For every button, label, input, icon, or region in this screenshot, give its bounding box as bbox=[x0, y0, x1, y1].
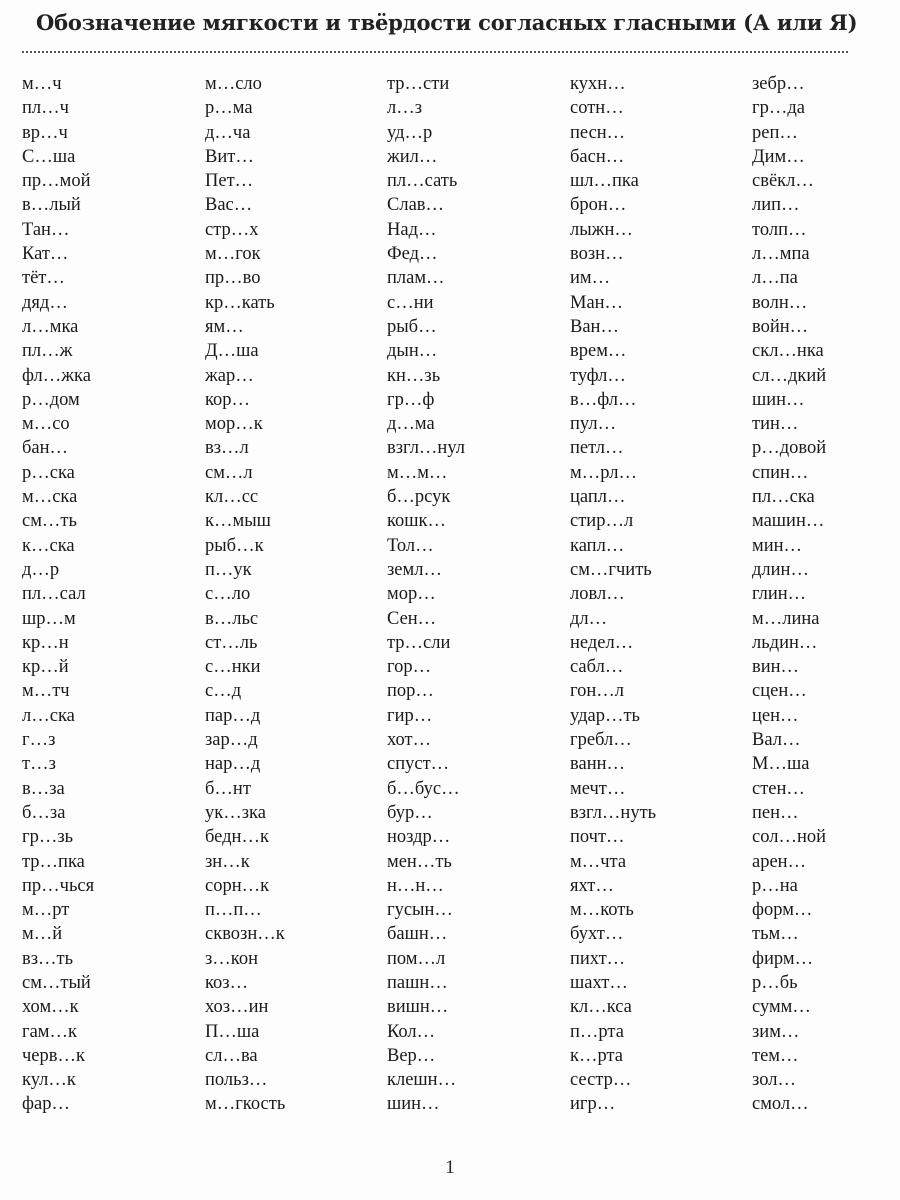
word-item: гам…к bbox=[22, 1021, 77, 1042]
word-item: коз… bbox=[205, 972, 249, 993]
word-item: недел… bbox=[570, 632, 634, 653]
word-item: кошк… bbox=[387, 511, 447, 532]
word-item: м…рт bbox=[22, 900, 70, 921]
word-item: длин… bbox=[752, 559, 809, 580]
word-item: тьм… bbox=[752, 924, 799, 945]
word-item: б…нт bbox=[205, 778, 251, 799]
word-item: д…ма bbox=[387, 414, 435, 435]
word-item: форм… bbox=[752, 900, 813, 921]
word-item: тр…сли bbox=[387, 632, 451, 653]
word-item: волн… bbox=[752, 292, 808, 313]
word-item: дын… bbox=[387, 341, 438, 362]
word-item: С…ша bbox=[22, 146, 76, 167]
word-item: басн… bbox=[570, 146, 625, 167]
word-item: д…ча bbox=[205, 122, 251, 143]
word-item: сол…ной bbox=[752, 827, 826, 848]
word-item: тр…пка bbox=[22, 851, 85, 872]
word-item: башн… bbox=[387, 924, 448, 945]
word-item: Кол… bbox=[387, 1021, 436, 1042]
word-item: г…з bbox=[22, 730, 56, 751]
word-item: м…тч bbox=[22, 681, 70, 702]
word-item: вин… bbox=[752, 657, 800, 678]
word-item: зим… bbox=[752, 1021, 800, 1042]
word-item: пихт… bbox=[570, 948, 626, 969]
word-item: льдин… bbox=[752, 632, 818, 653]
word-item: П…ша bbox=[205, 1021, 260, 1042]
word-item: спин… bbox=[752, 462, 809, 483]
word-item: спуст… bbox=[387, 754, 450, 775]
word-item: жил… bbox=[387, 146, 438, 167]
word-item: цен… bbox=[752, 705, 799, 726]
word-item: вз…ть bbox=[22, 948, 74, 969]
word-item: к…ска bbox=[22, 535, 75, 556]
word-item: к…мыш bbox=[205, 511, 271, 532]
word-item: пр…чься bbox=[22, 875, 95, 896]
word-item: гр…ф bbox=[387, 389, 435, 410]
word-item: стир…л bbox=[570, 511, 634, 532]
word-item: скл…нка bbox=[752, 341, 824, 362]
word-item: земл… bbox=[387, 559, 442, 580]
word-item: кухн… bbox=[570, 74, 626, 94]
word-item: р…бь bbox=[752, 972, 798, 993]
word-item: бухт… bbox=[570, 924, 624, 945]
word-item: шахт… bbox=[570, 972, 628, 993]
word-item: сорн…к bbox=[205, 875, 270, 896]
word-item: кр…й bbox=[22, 657, 69, 678]
dotted-divider bbox=[22, 51, 848, 53]
word-item: шин… bbox=[387, 1094, 440, 1115]
word-item: вз…л bbox=[205, 438, 249, 459]
word-item: м…гок bbox=[205, 244, 261, 265]
word-item: ловл… bbox=[570, 584, 625, 605]
word-item: Кат… bbox=[22, 244, 69, 265]
word-item: пор… bbox=[387, 681, 434, 702]
word-item: мор… bbox=[387, 584, 436, 605]
word-item: Вер… bbox=[387, 1045, 436, 1066]
word-item: р…ска bbox=[22, 462, 75, 483]
word-item: шр…м bbox=[22, 608, 76, 629]
word-item: м…гкость bbox=[205, 1094, 286, 1115]
word-item: р…на bbox=[752, 875, 798, 896]
word-item: капл… bbox=[570, 535, 625, 556]
word-item: ст…ль bbox=[205, 632, 258, 653]
word-item: кн…зь bbox=[387, 365, 441, 386]
word-item: см…л bbox=[205, 462, 253, 483]
page-title: Обозначение мягкости и твёрдости согласных гласными (А или Я) bbox=[36, 10, 858, 35]
word-item: шин… bbox=[752, 389, 805, 410]
word-item: бур… bbox=[387, 802, 433, 823]
word-item: в…фл… bbox=[570, 389, 637, 410]
word-item: р…ма bbox=[205, 98, 253, 119]
word-item: бан… bbox=[22, 438, 69, 459]
word-item: пр…мой bbox=[22, 171, 91, 192]
word-item: пашн… bbox=[387, 972, 448, 993]
word-item: гусын… bbox=[387, 900, 453, 921]
word-item: вишн… bbox=[387, 997, 449, 1018]
word-item: м…чта bbox=[570, 851, 627, 872]
word-item: пл…ска bbox=[752, 487, 815, 508]
word-item: лыжн… bbox=[570, 219, 633, 240]
word-item: Вит… bbox=[205, 146, 254, 167]
word-item: л…мка bbox=[22, 316, 79, 337]
word-item: пл…сал bbox=[22, 584, 86, 605]
word-item: удар…ть bbox=[570, 705, 640, 726]
word-item: кл…кса bbox=[570, 997, 632, 1018]
word-item: Вас… bbox=[205, 195, 253, 216]
word-item: сл…дкий bbox=[752, 365, 827, 386]
word-item: почт… bbox=[570, 827, 625, 848]
word-item: свёкл… bbox=[752, 171, 814, 192]
word-item: черв…к bbox=[22, 1045, 85, 1066]
word-item: толп… bbox=[752, 219, 807, 240]
word-item: мор…к bbox=[205, 414, 263, 435]
word-item: л…ска bbox=[22, 705, 75, 726]
word-item: кул…к bbox=[22, 1070, 76, 1091]
word-item: пл…ж bbox=[22, 341, 73, 362]
word-item: брон… bbox=[570, 195, 627, 216]
word-item: Пет… bbox=[205, 171, 254, 192]
word-item: пл…сать bbox=[387, 171, 458, 192]
word-item: нар…д bbox=[205, 754, 261, 775]
word-item: вр…ч bbox=[22, 122, 68, 143]
word-item: ям… bbox=[205, 316, 244, 337]
word-item: польз… bbox=[205, 1070, 268, 1091]
word-item: л…па bbox=[752, 268, 798, 289]
word-item: дл… bbox=[570, 608, 608, 629]
word-item: лип… bbox=[752, 195, 800, 216]
word-item: туфл… bbox=[570, 365, 626, 386]
word-item: тёт… bbox=[22, 268, 65, 289]
word-item: м…сло bbox=[205, 74, 262, 94]
word-item: зол… bbox=[752, 1070, 796, 1091]
word-item: тр…сти bbox=[387, 74, 450, 94]
word-item: сабл… bbox=[570, 657, 624, 678]
word-column-3 bbox=[387, 72, 465, 1117]
word-item: гир… bbox=[387, 705, 433, 726]
word-item: пом…л bbox=[387, 948, 446, 969]
word-item: М…ша bbox=[752, 754, 810, 775]
word-item: Д…ша bbox=[205, 341, 259, 362]
word-item: см…тый bbox=[22, 972, 91, 993]
word-item: пар…д bbox=[205, 705, 261, 726]
word-item: уд…р bbox=[387, 122, 433, 143]
word-item: Сен… bbox=[387, 608, 437, 629]
word-item: возн… bbox=[570, 244, 624, 265]
word-item: ук…зка bbox=[205, 802, 266, 823]
word-item: п…рта bbox=[570, 1021, 624, 1042]
word-item: л…з bbox=[387, 98, 423, 119]
word-column-2 bbox=[205, 72, 285, 1117]
word-item: Ван… bbox=[570, 316, 619, 337]
word-item: Слав… bbox=[387, 195, 445, 216]
word-item: Фед… bbox=[387, 244, 438, 265]
word-item: Тан… bbox=[22, 219, 70, 240]
word-item: м…й bbox=[22, 924, 63, 945]
word-item: Дим… bbox=[752, 146, 805, 167]
word-item: гр…зь bbox=[22, 827, 74, 848]
word-item: пр…во bbox=[205, 268, 261, 289]
word-item: войн… bbox=[752, 316, 809, 337]
word-item: Вал… bbox=[752, 730, 801, 751]
word-item: л…мпа bbox=[752, 244, 810, 265]
word-item: петл… bbox=[570, 438, 624, 459]
word-column-1 bbox=[22, 72, 94, 1117]
word-item: рыб…к bbox=[205, 535, 264, 556]
word-item: Над… bbox=[387, 219, 437, 240]
word-item: арен… bbox=[752, 851, 807, 872]
word-item: пен… bbox=[752, 802, 799, 823]
word-item: смол… bbox=[752, 1094, 809, 1115]
word-item: зебр… bbox=[752, 74, 805, 94]
word-item: пл…ч bbox=[22, 98, 69, 119]
word-item: м…со bbox=[22, 414, 70, 435]
word-item: ванн… bbox=[570, 754, 626, 775]
word-item: Тол… bbox=[387, 535, 434, 556]
word-item: глин… bbox=[752, 584, 807, 605]
word-item: песн… bbox=[570, 122, 626, 143]
word-item: Ман… bbox=[570, 292, 624, 313]
word-item: сл…ва bbox=[205, 1045, 258, 1066]
word-item: ноздр… bbox=[387, 827, 451, 848]
word-item: пул… bbox=[570, 414, 617, 435]
word-item: стен… bbox=[752, 778, 805, 799]
word-item: шл…пка bbox=[570, 171, 639, 192]
word-item: взгл…нуть bbox=[570, 802, 657, 823]
word-item: игр… bbox=[570, 1094, 616, 1115]
word-item: м…рл… bbox=[570, 462, 637, 483]
word-item: гр…да bbox=[752, 98, 805, 119]
word-item: м…коть bbox=[570, 900, 634, 921]
word-item: тин… bbox=[752, 414, 799, 435]
word-item: тем… bbox=[752, 1045, 799, 1066]
word-item: врем… bbox=[570, 341, 627, 362]
word-item: р…довой bbox=[752, 438, 827, 459]
word-item: хот… bbox=[387, 730, 432, 751]
word-item: в…лый bbox=[22, 195, 81, 216]
word-item: цапл… bbox=[570, 487, 626, 508]
word-item: см…гчить bbox=[570, 559, 652, 580]
word-item: зар…д bbox=[205, 730, 258, 751]
word-item: кор… bbox=[205, 389, 251, 410]
word-item: хоз…ин bbox=[205, 997, 269, 1018]
word-item: фл…жка bbox=[22, 365, 91, 386]
word-item: б…бус… bbox=[387, 778, 460, 799]
word-item: реп… bbox=[752, 122, 798, 143]
word-item: н…н… bbox=[387, 875, 444, 896]
word-item: бедн…к bbox=[205, 827, 269, 848]
word-item: рыб… bbox=[387, 316, 437, 337]
word-item: п…ук bbox=[205, 559, 252, 580]
word-item: жар… bbox=[205, 365, 254, 386]
word-item: мен…ть bbox=[387, 851, 452, 872]
word-item: гребл… bbox=[570, 730, 632, 751]
word-item: кл…сс bbox=[205, 487, 259, 508]
word-item: с…ло bbox=[205, 584, 251, 605]
word-item: м…лина bbox=[752, 608, 820, 629]
word-item: в…за bbox=[22, 778, 65, 799]
page-number: 1 bbox=[445, 1157, 455, 1178]
word-item: сотн… bbox=[570, 98, 624, 119]
word-item: дяд… bbox=[22, 292, 68, 313]
word-item: кр…кать bbox=[205, 292, 275, 313]
word-item: фар… bbox=[22, 1094, 70, 1115]
word-item: т…з bbox=[22, 754, 56, 775]
word-column-5 bbox=[752, 72, 826, 1117]
word-item: хом…к bbox=[22, 997, 79, 1018]
word-item: гор… bbox=[387, 657, 432, 678]
word-item: стр…х bbox=[205, 219, 259, 240]
word-item: с…нки bbox=[205, 657, 261, 678]
word-item: д…р bbox=[22, 559, 60, 580]
word-item: см…ть bbox=[22, 511, 77, 532]
word-item: сестр… bbox=[570, 1070, 632, 1091]
word-item: клешн… bbox=[387, 1070, 457, 1091]
word-item: р…дом bbox=[22, 389, 80, 410]
word-item: фирм… bbox=[752, 948, 814, 969]
word-item: м…ч bbox=[22, 74, 62, 94]
word-item: кр…н bbox=[22, 632, 69, 653]
word-item: гон…л bbox=[570, 681, 625, 702]
word-column-4 bbox=[570, 72, 656, 1117]
word-item: сквозн…к bbox=[205, 924, 285, 945]
word-item: б…за bbox=[22, 802, 66, 823]
word-item: мечт… bbox=[570, 778, 626, 799]
word-item: м…ска bbox=[22, 487, 78, 508]
word-item: машин… bbox=[752, 511, 825, 532]
word-item: взгл…нул bbox=[387, 438, 465, 459]
word-item: с…д bbox=[205, 681, 242, 702]
word-item: к…рта bbox=[570, 1045, 624, 1066]
word-item: плам… bbox=[387, 268, 445, 289]
word-item: им… bbox=[570, 268, 611, 289]
word-item: в…льс bbox=[205, 608, 259, 629]
word-item: яхт… bbox=[570, 875, 614, 896]
word-item: мин… bbox=[752, 535, 803, 556]
word-item: з…кон bbox=[205, 948, 259, 969]
word-item: зн…к bbox=[205, 851, 250, 872]
word-item: с…ни bbox=[387, 292, 434, 313]
word-item: сцен… bbox=[752, 681, 807, 702]
word-item: п…п… bbox=[205, 900, 262, 921]
word-item: б…рсук bbox=[387, 487, 451, 508]
word-item: сумм… bbox=[752, 997, 811, 1018]
word-item: м…м… bbox=[387, 462, 448, 483]
